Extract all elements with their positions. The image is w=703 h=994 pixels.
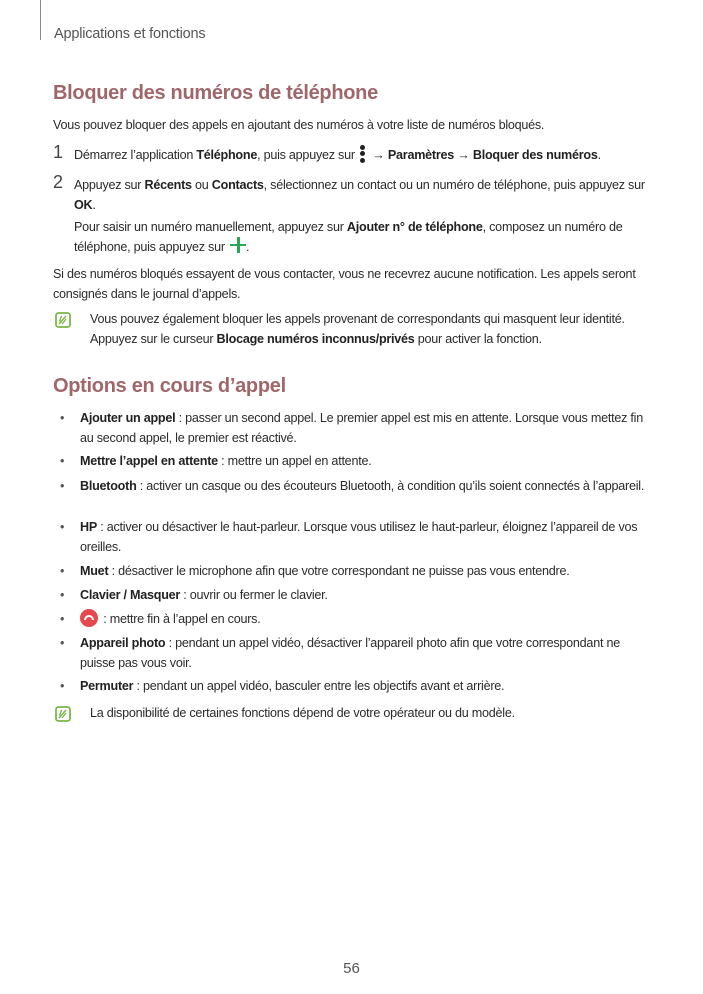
section-title-call-options: Options en cours d’appel: [53, 375, 286, 397]
step-subtext: Pour saisir un numéro manuellement, appuyez sur Ajouter n° de téléphone, composez un numéro de téléphone, puis appuyez sur .: [74, 220, 623, 254]
intro-paragraph: Vous pouvez bloquer des appels en ajoutant des numéros à votre liste de numéros bloqués.: [53, 118, 545, 132]
end-call-icon: [80, 609, 98, 627]
list-item: • Appareil photo : pendant un appel vidéo, désactiver l’appareil photo afin que votre correspondant ne puisse pas vous voir.: [60, 633, 655, 673]
list-item: • Muet : désactiver le microphone afin que votre correspondant ne puisse pas vous entendre.: [60, 561, 655, 581]
bullet-icon: •: [60, 479, 65, 493]
bullet-icon: •: [60, 520, 65, 534]
list-item: • : mettre fin à l’appel en cours.: [60, 609, 655, 629]
list-item: • HP : activer ou désactiver le haut-parleur. Lorsque vous utilisez le haut-parleur, éloignez l’appareil de vos oreilles.: [60, 517, 655, 557]
step-text: Démarrez l’application Téléphone, puis appuyez sur → Paramètres → Bloquer des numéros.: [74, 145, 653, 166]
bullet-icon: •: [60, 679, 65, 693]
bullet-icon: •: [60, 636, 65, 650]
page-number: 56: [343, 960, 360, 977]
plus-icon: [230, 237, 246, 253]
bullet-icon: •: [60, 564, 65, 578]
bullet-icon: •: [60, 454, 65, 468]
more-options-icon: [360, 144, 366, 164]
list-item: • Clavier / Masquer : ouvrir ou fermer le clavier.: [60, 585, 655, 605]
header-rule: [40, 0, 41, 40]
step-number: 1: [53, 142, 63, 162]
section-title-block-numbers: Bloquer des numéros de téléphone: [53, 82, 378, 104]
chapter-title: Applications et fonctions: [54, 26, 206, 42]
step-text: Appuyez sur Récents ou Contacts, sélectionnez un contact ou un numéro de téléphone, puis appuyez sur OK.: [74, 178, 645, 212]
app-name: Téléphone: [196, 148, 258, 162]
step-1: [53, 142, 653, 166]
step-2: [53, 172, 653, 257]
note-icon: [55, 706, 71, 722]
list-item: • Ajouter un appel : passer un second appel. Le premier appel est mis en attente. Lorsque vous mettez fin au second appel, le premier est réactivé.: [60, 408, 655, 448]
bullet-icon: •: [60, 588, 65, 602]
list-item: • Permuter : pendant un appel vidéo, basculer entre les objectifs avant et arrière.: [60, 676, 655, 696]
bullet-icon: •: [60, 411, 65, 425]
note-icon: [55, 312, 71, 328]
step-number: 2: [53, 172, 63, 192]
list-item: • Mettre l’appel en attente : mettre un appel en attente.: [60, 451, 655, 471]
blocked-info-paragraph: Si des numéros bloqués essayent de vous contacter, vous ne recevrez aucune notification. Les appels seront consignés dans le journal d’appels.: [53, 267, 636, 301]
note-block-hidden-ids: Vous pouvez également bloquer les appels provenant de correspondants qui masquent leur identité. Appuyez sur le curseur Blocage numéros inconnus/privés pour activer la fonction.: [53, 309, 653, 349]
note-availability: La disponibilité de certaines fonctions dépend de votre opérateur ou du modèle.: [53, 703, 653, 723]
list-item: • Bluetooth : activer un casque ou des écouteurs Bluetooth, à condition qu’ils soient connectés à l’appareil.: [60, 476, 655, 496]
bullet-icon: •: [60, 612, 65, 626]
